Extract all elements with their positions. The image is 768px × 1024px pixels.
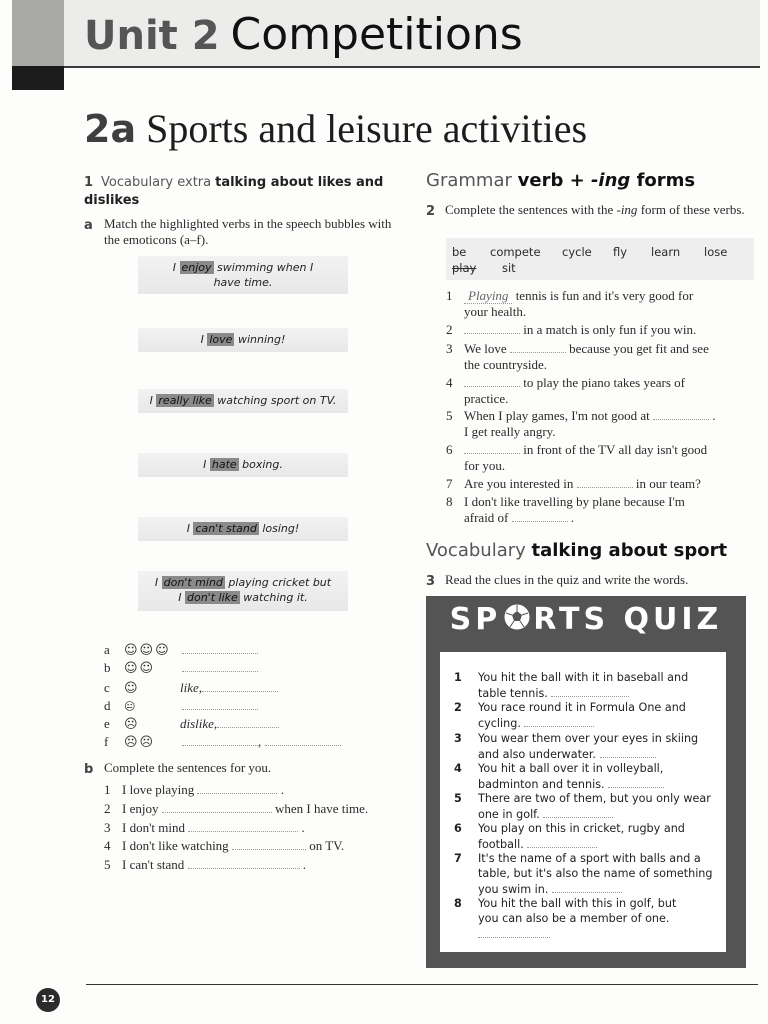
quiz-clue: 1 You hit the ball with it in baseball and table tennis. (454, 671, 689, 700)
answer-blank[interactable] (653, 408, 709, 420)
answer-blank[interactable] (188, 857, 300, 869)
highlighted-verb: love (209, 333, 233, 346)
answer-blank[interactable] (512, 510, 568, 522)
emoticon-icon: ☺☺☺ (124, 643, 171, 658)
answer-blank[interactable] (464, 375, 520, 387)
ex2-instructions: Complete the sentences with the -ing form of these verbs. (445, 202, 745, 217)
answer-blank[interactable] (608, 776, 664, 788)
word-box-item: lose (704, 245, 728, 259)
answer-blank[interactable] (552, 881, 622, 893)
header-marker (12, 66, 64, 90)
highlighted-verb: can't stand (195, 522, 257, 535)
emoticon-icon: 😐 (124, 700, 138, 713)
answer-blank[interactable] (197, 782, 277, 794)
lesson-name: Sports and leisure activities (146, 106, 588, 151)
ex1-heading: 1 Vocabulary extra talking about likes and dislikes (84, 175, 384, 208)
quiz-clue: 2 You race round it in Formula One and cycling. (454, 701, 686, 730)
word-box-item: sit (502, 261, 516, 275)
word-box-item-used: play (452, 261, 477, 275)
quiz-title: SP RTS QUIZ (449, 602, 723, 637)
header-rule (64, 66, 760, 68)
emoticon-icon: ☺ (124, 681, 140, 696)
emoticon-row: a ☺☺☺ (104, 642, 258, 659)
ex1a-letter: a (84, 218, 93, 233)
ex1a-instructions: Match the highlighted verbs in the speech bubbles with the emoticons (a–f). (104, 216, 392, 247)
grammar-heading: Grammar verb + -ing forms (426, 170, 696, 191)
answer-blank[interactable] (464, 322, 520, 334)
highlighted-verb: enjoy (181, 261, 212, 274)
ex2-item: 4 to play the piano takes years of practice. (446, 375, 685, 406)
ex2-item: 7 Are you interested in in our team? (446, 476, 701, 491)
header-tab (12, 0, 64, 66)
answer-blank[interactable] (182, 642, 258, 654)
ex1b-item: 4 I don't like watching on TV. (104, 838, 345, 853)
emoticon-row: f ☹☹ , (104, 734, 341, 751)
answer-blank[interactable] (543, 806, 613, 818)
ex2-item: 2 in a match is only fun if you win. (446, 322, 697, 337)
answer-blank[interactable] (265, 734, 341, 746)
ex1b-item: 1 I love playing . (104, 782, 284, 797)
speech-bubble: I really like watching sport on TV. (138, 389, 348, 413)
answer-blank[interactable] (577, 476, 633, 488)
quiz-clue: 6 You play on this in cricket, rugby and football. (454, 822, 685, 851)
emoticon-icon: ☹ (124, 717, 140, 732)
unit-title (84, 8, 523, 63)
quiz-clue: 4 You hit a ball over it in volleyball, badminton and tennis. (454, 762, 664, 791)
football-icon (502, 602, 532, 632)
word-box-item: fly (613, 245, 628, 259)
ex2-number: 2 (426, 204, 436, 219)
answer-blank[interactable] (232, 838, 306, 850)
ex2-item: 3 We love because you get fit and see the countryside. (446, 341, 709, 372)
answer-blank[interactable] (551, 685, 629, 697)
word-box-item: be (452, 245, 467, 259)
highlighted-verb: hate (211, 458, 237, 471)
speech-bubble: I can't stand losing! (138, 517, 348, 541)
answer-blank[interactable] (217, 716, 279, 728)
speech-bubble: I don't mind playing cricket but I don't like watching it. (138, 571, 348, 611)
answer-blank[interactable] (524, 715, 594, 727)
answer-blank[interactable] (182, 698, 258, 710)
ex1b-item: 5 I can't stand . (104, 857, 307, 872)
ex2-item: 5 When I play games, I'm not good at . I get really angry. (446, 408, 716, 439)
answer-blank[interactable] (182, 660, 258, 672)
vocabulary-heading: Vocabulary talking about sport (426, 540, 728, 561)
speech-bubble: I love winning! (138, 328, 348, 352)
quiz-clue: 3 You wear them over your eyes in skiing and also underwater. (454, 732, 699, 761)
highlighted-verb: really like (158, 394, 212, 407)
page-number: 12 (36, 988, 60, 1012)
emoticon-row: e ☹ dislike, (104, 716, 279, 733)
emoticon-icon: ☺☺ (124, 661, 156, 676)
ex2-item: 8 I don't like travelling by plane because I'm afraid of . (446, 494, 685, 525)
ex2-item: 6 in front of the TV all day isn't good for you. (446, 442, 708, 473)
answer-blank[interactable] (202, 680, 278, 692)
word-box-item: compete (490, 245, 541, 259)
emoticon-row: d 😐 (104, 698, 258, 715)
emoticon-icon: ☹☹ (124, 735, 156, 750)
example-answer: Playing (464, 288, 512, 304)
emoticon-row: b ☺☺ (104, 660, 258, 677)
word-box-item: learn (651, 245, 681, 259)
quiz-clue: 7 It's the name of a sport with balls and a table, but it's also the name of something you swim in. (454, 852, 713, 896)
answer-blank[interactable] (182, 734, 258, 746)
speech-bubble: I enjoy swimming when I have time. (138, 256, 348, 294)
ex1b-item: 3 I don't mind . (104, 820, 305, 835)
ex3-number: 3 (426, 574, 436, 589)
answer-blank[interactable] (188, 820, 298, 832)
word-box-item: cycle (562, 245, 592, 259)
answer-blank[interactable] (478, 926, 550, 938)
answer-blank[interactable] (510, 341, 566, 353)
ex1b-instructions: Complete the sentences for you. (104, 760, 272, 775)
answer-blank[interactable] (600, 746, 656, 758)
highlighted-verb: don't mind (163, 576, 223, 589)
answer-blank[interactable] (527, 836, 597, 848)
unit-label: Unit 2 (84, 13, 220, 59)
emoticon-row: c ☺ like, (104, 680, 278, 697)
ex1b-letter: b (84, 762, 94, 777)
answer-blank[interactable] (162, 801, 272, 813)
speech-bubble: I hate boxing. (138, 453, 348, 477)
ex1b-item: 2 I enjoy when I have time. (104, 801, 369, 816)
ex3-instructions: Read the clues in the quiz and write the words. (445, 572, 689, 587)
lesson-number: 2a (84, 107, 137, 151)
ex2-item: 1 Playing tennis is fun and it's very good for your health. (446, 288, 694, 319)
answer-blank[interactable] (464, 442, 520, 454)
highlighted-verb: don't like (187, 591, 238, 604)
quiz-clue: 8 You hit the ball with this in golf, but you can also be a member of one. (454, 896, 726, 942)
unit-name: Competitions (230, 9, 523, 60)
lesson-title (84, 104, 587, 154)
quiz-clue: 5 There are two of them, but you only wear one in golf. (454, 792, 711, 821)
footer-rule (86, 984, 758, 985)
